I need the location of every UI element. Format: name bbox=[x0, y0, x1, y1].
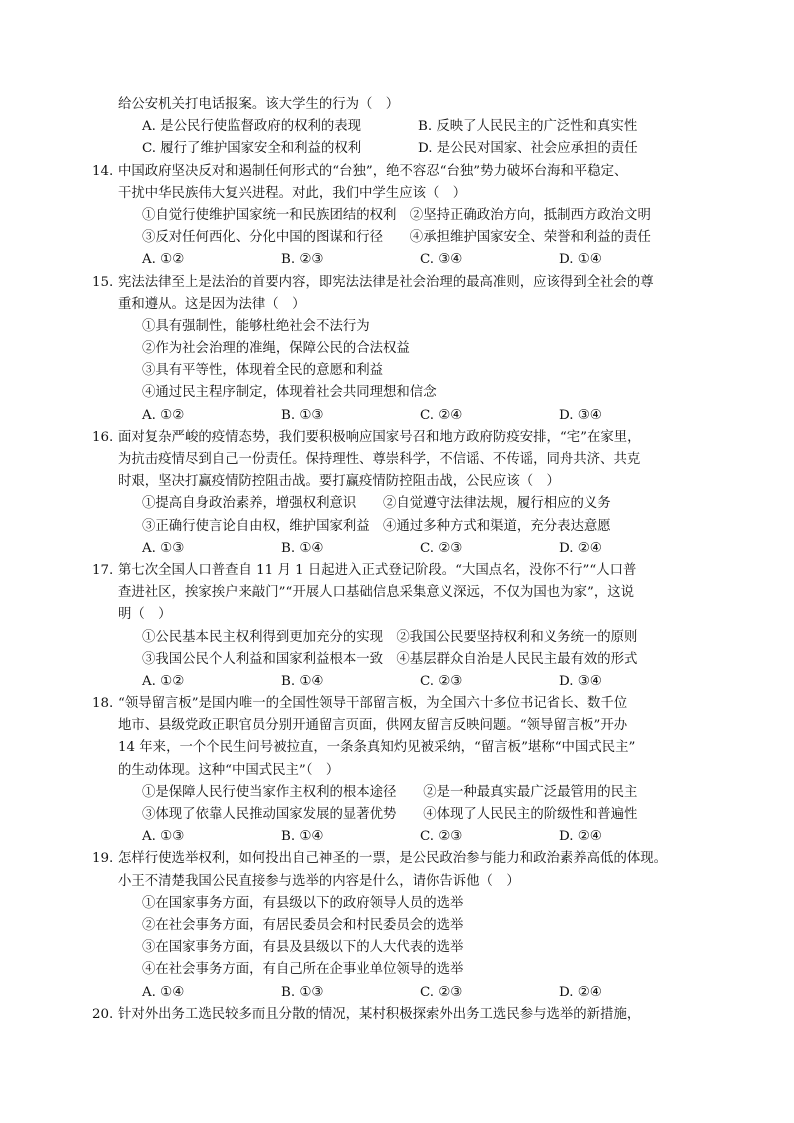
question-stem-line: 干扰中华民族伟大复兴进程。对此，我们中学生应该（ ） bbox=[118, 185, 467, 201]
question-stem-line: 为抗击疫情尽到自己一份责任。保持理性、尊崇科学，不信谣、不传谣，同舟共济、共克 bbox=[118, 452, 641, 467]
option-row bbox=[118, 405, 718, 427]
question-number: 17. bbox=[92, 562, 114, 578]
statement-item: ①是保障人民行使当家作主权利的根本途径 ②是一种最真实最广泛最管用的民主 bbox=[142, 784, 638, 800]
question-stem-line: 重和遵从。这是因为法律（ ） bbox=[118, 296, 306, 312]
option-c: C. ②④ bbox=[420, 407, 463, 423]
question-stem-line: 针对外出务工选民较多而且分散的情况，某村积极探索外出务工选民参与选举的新措施， bbox=[118, 1006, 641, 1022]
question-stem-line: 宪法法律至上是法治的首要内容，即宪法法律是社会治理的最高准则，应该得到全社会的尊 bbox=[118, 274, 654, 290]
option-c: C. ②③ bbox=[420, 673, 463, 689]
statement-item: ③具有平等性，体现着全民的意愿和利益 bbox=[142, 363, 384, 379]
option-b: B. ①④ bbox=[281, 540, 324, 556]
option-d: D. ②④ bbox=[559, 984, 602, 1000]
option-b: B. ①③ bbox=[281, 407, 324, 423]
question-number: 15. bbox=[92, 274, 114, 290]
question-18 bbox=[92, 693, 718, 848]
question-stem-line: 14 年来，一个个民生问号被拉直，一条条真知灼见被采纳，“留言板”堪称“中国式民主” bbox=[118, 740, 636, 756]
statement-item: ③在国家事务方面，有县及县级以下的人大代表的选举 bbox=[142, 940, 464, 956]
option-a: A. 是公民行使监督政府的权利的表现 bbox=[142, 119, 362, 135]
question-stem-line: 明（ ） bbox=[118, 607, 172, 623]
option-row bbox=[118, 116, 718, 138]
option-c: C. 履行了维护国家安全和利益的权利 bbox=[142, 141, 362, 157]
option-a: A. ①② bbox=[142, 673, 185, 689]
option-b: B. ①④ bbox=[281, 673, 324, 689]
question-stem-line: 中国政府坚决反对和遏制任何形式的“台独”，绝不容忍“台独”势力破坏台海和平稳定、 bbox=[118, 163, 628, 179]
question-14 bbox=[92, 161, 718, 272]
option-a: A. ①② bbox=[142, 407, 185, 423]
question-17 bbox=[92, 560, 718, 693]
statement-item: ②作为社会治理的准绳，保障公民的合法权益 bbox=[142, 341, 410, 357]
statement-item: ①提高自身政治素养，增强权利意识 ②自觉遵守法律法规，履行相应的义务 bbox=[142, 496, 611, 512]
question-16 bbox=[92, 427, 718, 560]
statement-item: ①具有强制性，能够杜绝社会不法行为 bbox=[142, 318, 370, 334]
option-c: C. ③④ bbox=[420, 252, 463, 268]
question-number: 16. bbox=[92, 429, 114, 445]
question-number: 18. bbox=[92, 696, 114, 712]
option-row bbox=[118, 671, 718, 693]
option-c: C. ②③ bbox=[420, 540, 463, 556]
question-13-tail bbox=[118, 94, 718, 161]
option-d: D. ②④ bbox=[559, 829, 602, 845]
statement-item: ③反对任何西化、分化中国的图谋和行径 ④承担维护国家安全、荣誉和利益的责任 bbox=[142, 230, 651, 246]
question-stem-line: 给公安机关打电话报案。该大学生的行为（ ） bbox=[118, 97, 400, 112]
option-d: D. ③④ bbox=[559, 673, 602, 689]
question-stem-line: 第七次全国人口普查自 11 月 1 日起进入正式登记阶段。“大国点名，没你不行”“人口普 bbox=[118, 562, 637, 578]
statement-item: ④通过民主程序制定，体现着社会共同理想和信念 bbox=[142, 385, 437, 401]
question-list bbox=[92, 94, 718, 1026]
option-row bbox=[118, 982, 718, 1004]
statement-item: ③体现了依靠人民推动国家发展的显著优势 ④体现了人民民主的阶级性和普遍性 bbox=[142, 807, 638, 822]
question-stem-line: 地市、县级党政正职官员分别开通留言页面，供网友留言反映问题。“领导留言板”开办 bbox=[118, 718, 628, 734]
option-d: D. ②④ bbox=[559, 540, 602, 556]
question-stem-line: 时艰，坚决打赢疫情防控阻击战。要打赢疫情防控阻击战，公民应该（ ） bbox=[118, 474, 560, 490]
option-b: B. ①③ bbox=[281, 984, 324, 1000]
statement-item: ②在社会事务方面，有居民委员会和村民委员会的选举 bbox=[142, 917, 464, 933]
question-stem-line: 面对复杂严峻的疫情态势，我们要积极响应国家号召和地方政府防疫安排，“宅”在家里， bbox=[118, 429, 641, 445]
question-number: 20. bbox=[92, 1006, 114, 1022]
statement-item: ①自觉行使维护国家统一和民族团结的权利 ②坚持正确政治方向，抵制西方政治文明 bbox=[142, 207, 651, 223]
option-a: A. ①③ bbox=[142, 829, 185, 845]
question-number: 19. bbox=[92, 851, 114, 867]
question-number: 14. bbox=[92, 163, 114, 179]
option-c: C. ②③ bbox=[420, 984, 463, 1000]
statement-item: ④在社会事务方面，有自己所在企事业单位领导的选举 bbox=[142, 962, 464, 978]
statement-item: ①在国家事务方面，有县级以下的政府领导人员的选举 bbox=[142, 895, 464, 911]
question-20 bbox=[92, 1004, 718, 1026]
option-d: D. ①④ bbox=[559, 252, 602, 268]
option-row bbox=[118, 538, 718, 560]
option-row bbox=[118, 826, 718, 848]
question-19 bbox=[92, 848, 718, 1003]
question-stem-line: 怎样行使选举权利，如何投出自己神圣的一票，是公民政治参与能力和政治素养高低的体现。 bbox=[118, 851, 668, 867]
option-b: B. ②③ bbox=[281, 252, 324, 268]
option-b: B. ①④ bbox=[281, 829, 324, 845]
question-stem-line: 查进社区，挨家挨户来敲门”“开展人口基础信息采集意义深远，不仅为国也为家”，这说 bbox=[118, 585, 634, 601]
option-c: C. ②③ bbox=[420, 829, 463, 845]
question-stem-line: 的生动体现。这种“中国式民主”（ ） bbox=[118, 762, 340, 778]
question-stem-line: 小王不清楚我国公民直接参与选举的内容是什么，请你告诉他（ ） bbox=[118, 873, 520, 889]
statement-item: ③正确行使言论自由权，维护国家利益 ④通过多种方式和渠道，充分表达意愿 bbox=[142, 518, 611, 534]
option-row bbox=[118, 138, 718, 160]
question-stem-line: “领导留言板”是国内唯一的全国性领导干部留言板，为全国六十多位书记省长、数千位 bbox=[118, 696, 628, 712]
option-a: A. ①③ bbox=[142, 540, 185, 556]
option-d: D. 是公民对国家、社会应承担的责任 bbox=[418, 141, 638, 157]
question-15 bbox=[92, 272, 718, 427]
option-b: B. 反映了人民民主的广泛性和真实性 bbox=[418, 119, 638, 135]
statement-item: ③我国公民个人利益和国家利益根本一致 ④基层群众自治是人民民主最有效的形式 bbox=[142, 651, 638, 667]
option-a: A. ①② bbox=[142, 252, 185, 268]
statement-item: ①公民基本民主权利得到更加充分的实现 ②我国公民要坚持权利和义务统一的原则 bbox=[142, 629, 638, 645]
option-row bbox=[118, 249, 718, 271]
questions bbox=[92, 161, 718, 1026]
option-d: D. ③④ bbox=[559, 407, 602, 423]
option-a: A. ①④ bbox=[142, 984, 185, 1000]
